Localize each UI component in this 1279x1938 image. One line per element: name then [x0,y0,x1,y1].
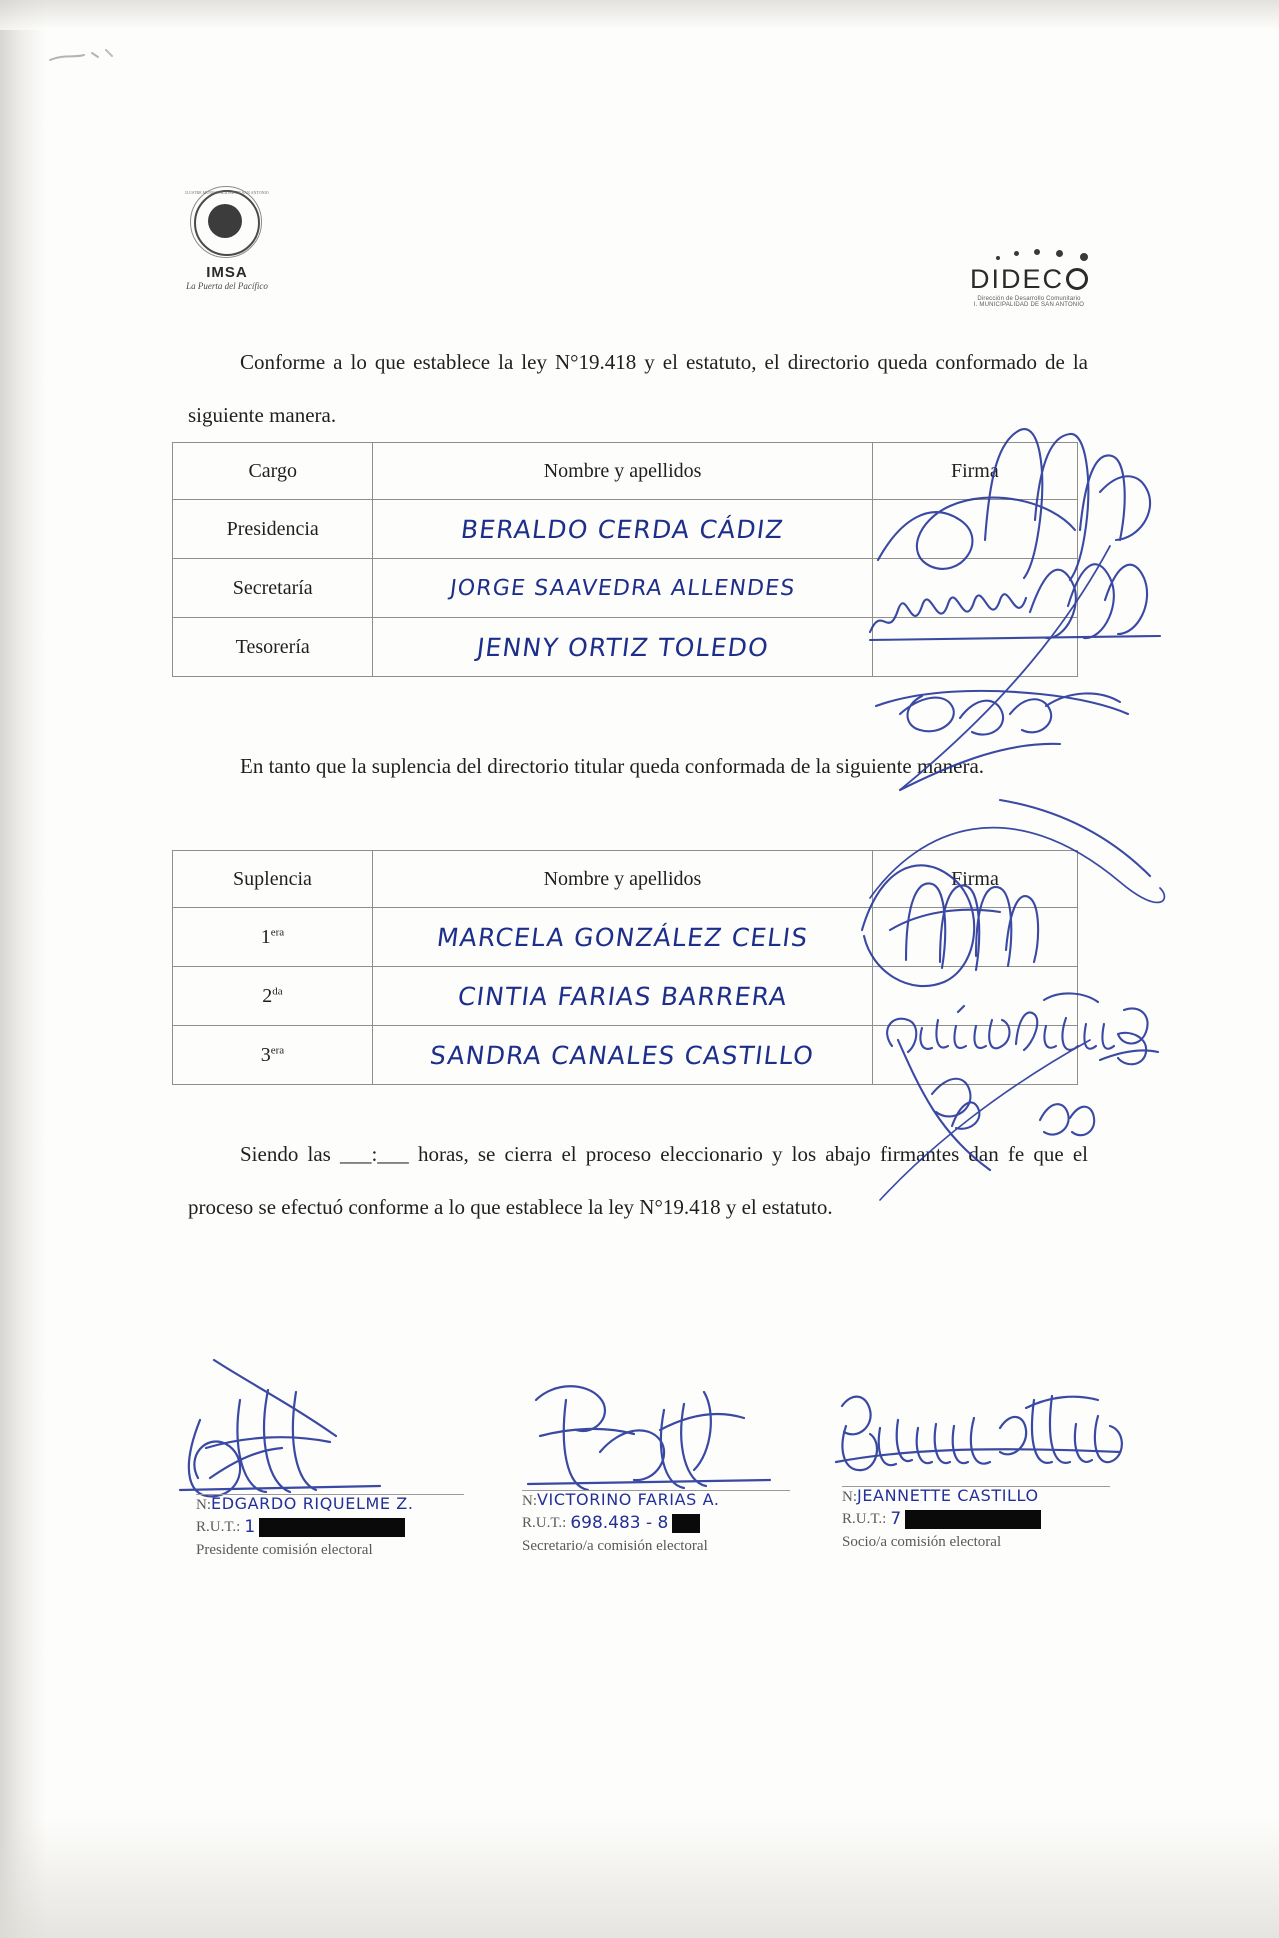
dideco-ring-icon [1066,268,1088,290]
paragraph-suplencia [188,740,1088,793]
cell-cargo: Secretaría [173,559,373,618]
cell-firma [872,559,1077,618]
scan-edge-shadow-left [0,0,46,1938]
handwritten-name: CINTIA FARIAS BARRERA [455,981,789,1011]
table-header-row [173,443,1078,500]
cell-orden [173,967,373,1026]
handwritten-name: BERALDO CERDA CÁDIZ [459,514,786,544]
signatory-name: JEANNETTE CASTILLO [857,1486,1039,1505]
table-row [173,1026,1078,1085]
municipal-seal-icon [194,190,260,256]
header-cargo: Cargo [173,443,373,500]
dideco-dots-icon [934,248,1124,266]
orden-number: 1 [260,925,271,948]
signatory-block-secretario [522,1490,822,1555]
rut-visible-digit: 7 [890,1509,902,1529]
cell-orden [173,908,373,967]
rut-label: R.U.T.: [196,1518,241,1535]
signatory-name-row [842,1486,1142,1506]
paragraph-suplencia-text: En tanto que la suplencia del directorio titular queda conformada de la siguiente manera. [240,754,985,778]
orden-suffix: era [270,1043,285,1056]
dideco-wordmark [934,266,1124,293]
cell-nombre [373,618,872,677]
rut-redaction-bar [905,1510,1041,1529]
signatory-name-row [522,1490,822,1510]
rut-partial-number: 698.483 - 8 [570,1513,669,1533]
cell-firma [872,967,1077,1026]
handwritten-name: MARCELA GONZÁLEZ CELIS [435,922,810,952]
cell-nombre [372,1026,872,1085]
orden-number: 2 [262,984,273,1007]
table-header-row [173,851,1078,908]
rut-redaction-bar [672,1514,700,1533]
signatory-block-presidente [196,1494,496,1559]
signatory-name: EDGARDO RIQUELME Z. [211,1494,414,1513]
cell-orden [173,1026,373,1085]
seal-ring-text: ILUSTRE MUNICIPALIDAD DE SAN ANTONIO [185,190,269,195]
rut-visible-digit: 1 [244,1517,256,1537]
table-row [173,908,1078,967]
signatory-role: Socio/a comisión electoral [842,1534,1002,1550]
imsa-municipal-logo [172,190,282,291]
dideco-subtitle-1: Dirección de Desarrollo Comunitario [977,296,1081,302]
header-firma: Firma [872,851,1077,908]
header-suplencia: Suplencia [173,851,373,908]
header-nombre: Nombre y apellidos [373,443,872,500]
signatory-block-socio [842,1486,1142,1551]
orden-number: 3 [260,1043,271,1066]
dideco-word-text: DIDEC [969,264,1064,294]
rut-label: R.U.T.: [522,1514,567,1531]
handwritten-name: JORGE SAAVEDRA ALLENDES [448,575,797,601]
seal-outer-ring [190,186,262,258]
table-row [173,967,1078,1026]
name-prefix: N: [842,1489,857,1505]
paragraph-cierre [188,1128,1088,1234]
cell-nombre [372,908,872,967]
signatory-rut-row [842,1509,1142,1529]
header-firma: Firma [872,443,1077,500]
paragraph-directorio-text: Conforme a lo que establece la ley N°19.418 y el estatuto, el directorio queda conformado de la siguiente manera. [188,350,1088,427]
imsa-acronym: IMSA [206,264,248,281]
paragraph-directorio [188,336,1088,442]
table-directorio [172,442,1078,677]
handwritten-name: SANDRA CANALES CASTILLO [428,1040,817,1070]
scan-edge-shadow-bottom [0,1818,1279,1938]
signatory-rut-row [196,1517,496,1537]
cell-firma [872,500,1077,559]
scan-smudge-mark [48,44,138,70]
rut-redaction-bar [259,1518,405,1537]
cell-cargo: Presidencia [173,500,373,559]
imsa-tagline: La Puerta del Pacífico [186,281,268,291]
cell-nombre [373,559,872,618]
table-row [173,500,1078,559]
handwritten-name: JENNY ORTIZ TOLEDO [474,632,771,662]
cell-cargo: Tesorería [173,618,373,677]
name-prefix: N: [196,1497,211,1513]
paragraph-cierre-text: Siendo las ___:___ horas, se cierra el proceso eleccionario y los abajo firmantes dan fe que el proceso se efectuó conforme a lo que establece la ley N°19.418 y el estatuto. [188,1142,1088,1219]
signatory-role: Presidente comisión electoral [196,1542,373,1558]
signatory-rut-row [522,1513,822,1533]
table-row [173,559,1078,618]
table-suplencia [172,850,1078,1085]
cell-firma [872,908,1077,967]
dideco-subtitle-2: I. MUNICIPALIDAD DE SAN ANTONIO [973,302,1085,308]
cell-firma [872,618,1077,677]
signatory-name-row [196,1494,496,1514]
cell-firma [872,1026,1077,1085]
signatory-name: VICTORINO FARIAS A. [537,1490,720,1509]
scan-edge-shadow-top [0,0,1279,30]
dideco-logo [934,248,1124,308]
rut-label: R.U.T.: [842,1510,887,1527]
name-prefix: N: [522,1493,537,1509]
cell-nombre [373,500,872,559]
orden-suffix: da [272,984,283,997]
header-nombre: Nombre y apellidos [372,851,872,908]
table-row [173,618,1078,677]
cell-nombre [372,967,872,1026]
signatory-role: Secretario/a comisión electoral [522,1538,708,1554]
orden-suffix: era [270,925,285,938]
